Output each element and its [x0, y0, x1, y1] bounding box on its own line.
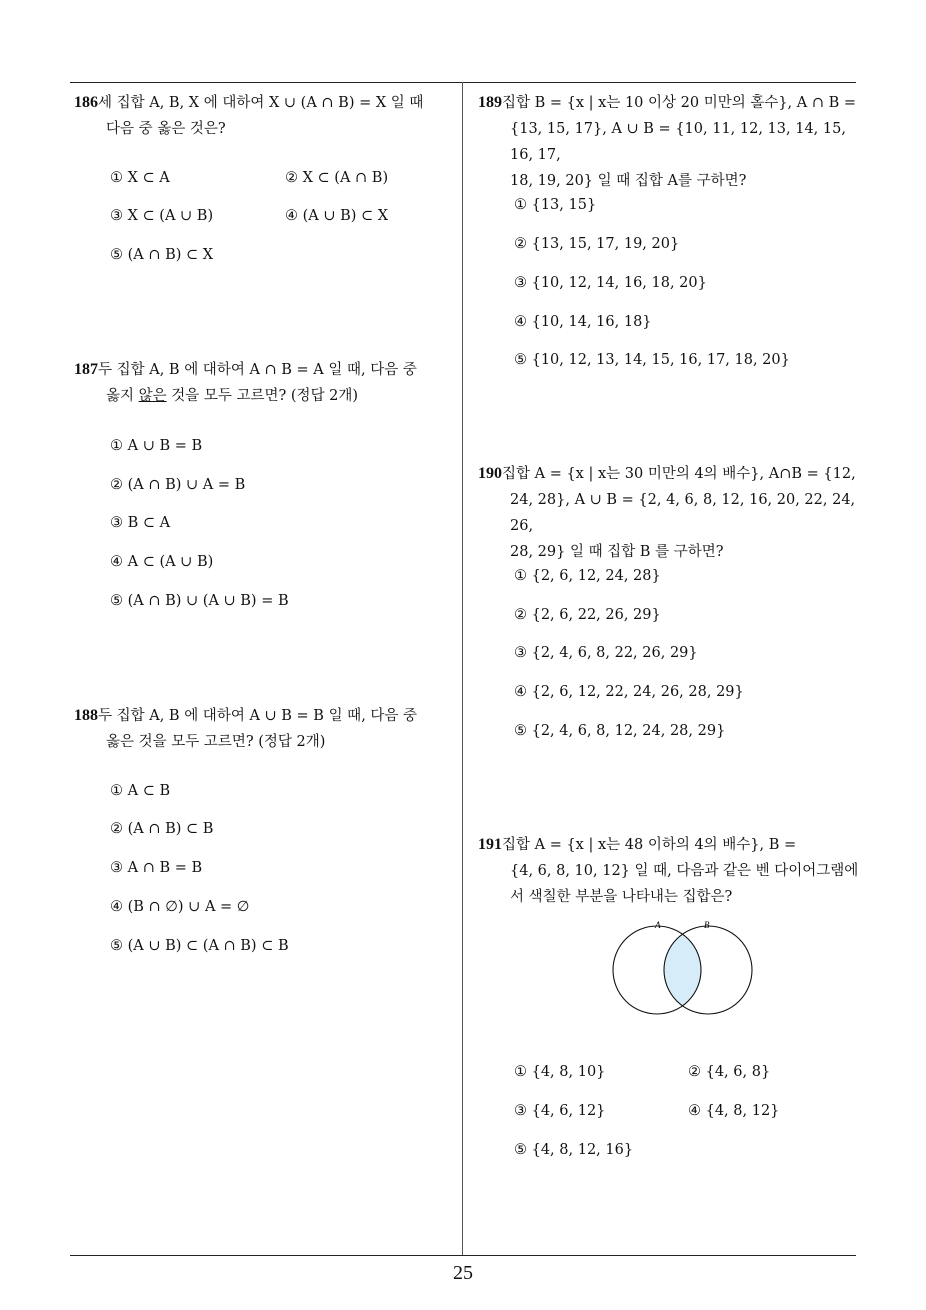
problem-number: 186: [74, 94, 98, 111]
choice-3[interactable]: ③ {4, 6, 12}: [514, 1103, 606, 1119]
choice-3[interactable]: ③ {10, 12, 14, 16, 18, 20}: [514, 275, 707, 291]
choice-5[interactable]: ⑤ (A ∩ B) ∪ (A ∪ B) = B: [110, 593, 289, 609]
choice-4[interactable]: ④ A ⊂ (A ∪ B): [110, 554, 214, 570]
choice-5[interactable]: ⑤ {4, 8, 12, 16}: [514, 1142, 634, 1158]
choice-1[interactable]: ① A ⊂ B: [110, 783, 171, 799]
choice-1[interactable]: ① {4, 8, 10}: [514, 1064, 606, 1080]
problem-text: 다음 중 옳은 것은?: [106, 121, 226, 137]
problem-text: 옳은 것을 모두 고르면? (정답 2개): [106, 734, 326, 750]
problem-191: [478, 832, 863, 910]
emphasis-text: 않은: [138, 388, 167, 404]
problem-text: 집합 B = {x | x는 10 이상 20 미만의 홀수}, A ∩ B =: [502, 95, 857, 111]
problem-number: 190: [478, 465, 502, 482]
choice-1[interactable]: ① {13, 15}: [514, 197, 597, 213]
page-number: 25: [453, 1262, 473, 1284]
choice-3[interactable]: ③ B ⊂ A: [110, 515, 171, 531]
problem-number: 187: [74, 361, 98, 378]
problem-190: [478, 461, 863, 565]
problem-text: 옳지: [106, 388, 139, 404]
choice-2[interactable]: ② {2, 6, 22, 26, 29}: [514, 607, 661, 623]
problem-number: 191: [478, 836, 502, 853]
problem-text: 두 집합 A, B 에 대하여 A ∩ B = A 일 때, 다음 중: [98, 362, 417, 378]
choice-4[interactable]: ④ {10, 14, 16, 18}: [514, 314, 652, 330]
venn-diagram: [600, 918, 760, 1018]
problem-text: 집합 A = {x | x는 30 미만의 4의 배수}, A∩B = {12,: [502, 466, 856, 482]
problem-number: 189: [478, 94, 502, 111]
choice-5[interactable]: ⑤ {10, 12, 13, 14, 15, 16, 17, 18, 20}: [514, 352, 790, 368]
problem-188: [74, 703, 459, 755]
venn-label-b: B: [704, 920, 710, 930]
choice-2[interactable]: ② X ⊂ (A ∩ B): [285, 170, 389, 186]
problem-text: 두 집합 A, B 에 대하여 A ∪ B = B 일 때, 다음 중: [98, 708, 418, 724]
choice-5[interactable]: ⑤ (A ∪ B) ⊂ (A ∩ B) ⊂ B: [110, 938, 289, 954]
column-divider: [462, 82, 463, 1256]
choice-1[interactable]: ① {2, 6, 12, 24, 28}: [514, 568, 661, 584]
choice-2[interactable]: ② {13, 15, 17, 19, 20}: [514, 236, 680, 252]
problem-text: 집합 A = {x | x는 48 이하의 4의 배수}, B =: [502, 837, 797, 853]
choice-2[interactable]: ② (A ∩ B) ⊂ B: [110, 821, 214, 837]
problem-text: 서 색칠한 부분을 나타내는 집합은?: [510, 889, 733, 905]
choice-4[interactable]: ④ (A ∪ B) ⊂ X: [285, 208, 389, 224]
choice-3[interactable]: ③ A ∩ B = B: [110, 860, 203, 876]
choice-1[interactable]: ① A ∪ B = B: [110, 438, 203, 454]
choice-4[interactable]: ④ {4, 8, 12}: [688, 1103, 780, 1119]
problem-text: 24, 28}, A ∪ B = {2, 4, 6, 8, 12, 16, 20, 22, 24, 26,: [510, 492, 856, 534]
venn-label-a: A: [655, 920, 661, 930]
problem-text: 것을 모두 고르면? (정답 2개): [166, 388, 359, 404]
top-rule: [70, 82, 856, 83]
problem-text: {13, 15, 17}, A ∪ B = {10, 11, 12, 13, 14, 15, 16, 17,: [510, 121, 846, 163]
bottom-rule: [70, 1255, 856, 1256]
choice-4[interactable]: ④ {2, 6, 12, 22, 24, 26, 28, 29}: [514, 684, 744, 700]
problem-text: 18, 19, 20} 일 때 집합 A를 구하면?: [510, 173, 747, 189]
choice-3[interactable]: ③ X ⊂ (A ∪ B): [110, 208, 214, 224]
problem-text: 28, 29} 일 때 집합 B 를 구하면?: [510, 544, 724, 560]
problem-text: {4, 6, 8, 10, 12} 일 때, 다음과 같은 벤 다이어그램에: [510, 863, 859, 879]
problem-186: [74, 90, 459, 142]
choice-5[interactable]: ⑤ (A ∩ B) ⊂ X: [110, 247, 214, 263]
problem-189: [478, 90, 863, 194]
choice-3[interactable]: ③ {2, 4, 6, 8, 22, 26, 29}: [514, 645, 698, 661]
problem-number: 188: [74, 707, 98, 724]
choice-1[interactable]: ① X ⊂ A: [110, 170, 170, 186]
problem-187: [74, 357, 459, 409]
choice-5[interactable]: ⑤ {2, 4, 6, 8, 12, 24, 28, 29}: [514, 723, 726, 739]
choice-4[interactable]: ④ (B ∩ ∅) ∪ A = ∅: [110, 899, 250, 915]
choice-2[interactable]: ② {4, 6, 8}: [688, 1064, 771, 1080]
choice-2[interactable]: ② (A ∩ B) ∪ A = B: [110, 477, 246, 493]
problem-text: 세 집합 A, B, X 에 대하여 X ∪ (A ∩ B) = X 일 때: [98, 95, 424, 111]
